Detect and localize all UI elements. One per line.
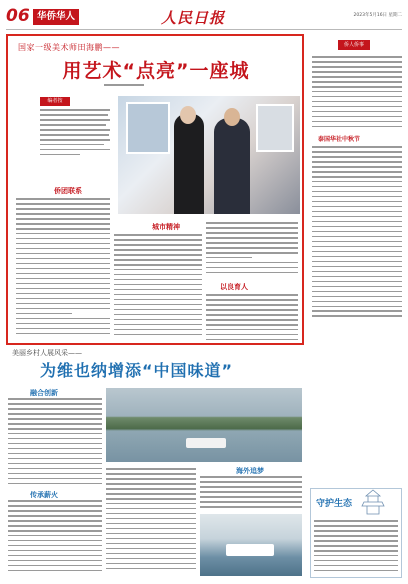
boat — [186, 438, 226, 448]
feature-photo — [118, 96, 300, 214]
person-man — [214, 118, 250, 214]
lower-column-1 — [8, 398, 102, 488]
page-number: 06 — [6, 6, 30, 26]
lower-subhead-1: 融合创新 — [30, 389, 58, 397]
masthead — [6, 4, 402, 30]
lower-subhead-2: 传承薪火 — [30, 491, 58, 499]
editor-note-tag: 编者按 — [40, 97, 70, 106]
lower-column-3 — [106, 468, 196, 573]
person-woman-face — [180, 106, 196, 124]
feature-headline: 用艺术“点亮”一座城 — [62, 60, 250, 82]
section-tab: 华侨华人 — [33, 9, 79, 25]
subhead-3: 以良育人 — [220, 283, 248, 291]
pagoda-sketch-icon — [348, 488, 398, 518]
side-column-text — [314, 520, 398, 575]
lower-subhead-3: 海外追梦 — [236, 467, 264, 475]
river-photo-2 — [200, 514, 302, 576]
newspaper-logo: 人民日报 — [161, 9, 226, 27]
feature-column-4 — [206, 294, 298, 344]
right-head-1: 泰国华社中秋节 — [318, 136, 361, 143]
feature-article — [6, 34, 304, 345]
person-man-face — [224, 108, 240, 126]
feature-column-3 — [206, 222, 298, 277]
lower-column-2 — [8, 500, 102, 575]
feature-column-2 — [114, 234, 202, 339]
feature-column-1 — [16, 198, 110, 338]
right-section-tag: 侨人侨事 — [338, 40, 370, 50]
feature-byline — [104, 84, 144, 86]
boat-2 — [226, 544, 274, 556]
lower-headline: 为维也纳增添“中国味道” — [40, 361, 234, 380]
side-column-title: 守护生态 — [316, 499, 353, 509]
feature-kicker: 国家一级美术师田海鹏—— — [18, 43, 120, 52]
lower-kicker: 美丽乡村人展风采—— — [12, 349, 82, 357]
artwork-left — [126, 102, 170, 154]
editor-note-text — [40, 109, 110, 161]
right-article-2 — [312, 146, 402, 320]
lower-column-4 — [200, 476, 302, 511]
subhead-1: 侨团联系 — [54, 187, 82, 195]
person-woman — [174, 114, 204, 214]
masthead-date: 2023年5月16日 星期二 — [353, 13, 402, 18]
right-article-1 — [312, 56, 402, 131]
artwork-right — [256, 104, 294, 152]
subhead-2: 城市精神 — [152, 223, 180, 231]
river-photo — [106, 388, 302, 462]
